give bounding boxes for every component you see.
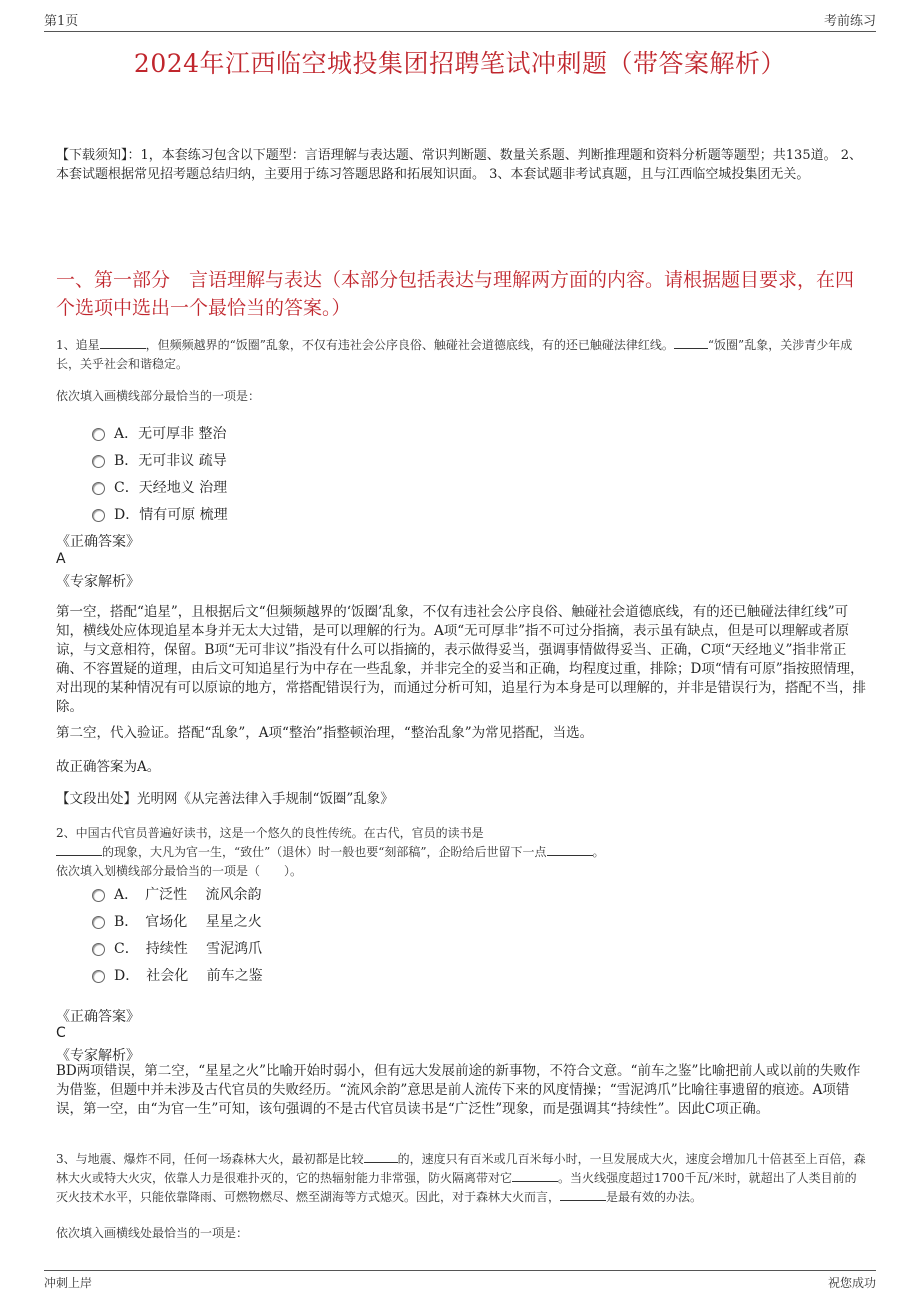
- q2-answer-label: 《正确答案》: [56, 1009, 140, 1025]
- radio-icon[interactable]: [92, 455, 105, 468]
- header-divider: [44, 31, 876, 32]
- header-caption: 考前练习: [823, 14, 876, 29]
- q2-option-b[interactable]: [92, 911, 262, 931]
- q1-stem-part: 1、追星: [56, 338, 100, 352]
- radio-icon[interactable]: [92, 482, 105, 495]
- q2-stem-part: 2、中国古代官员普遍好读书，这是一个悠久的良性传统。在古代，官员的读书是: [56, 826, 484, 840]
- radio-icon[interactable]: [92, 428, 105, 441]
- radio-icon[interactable]: [92, 916, 105, 929]
- q1-answer: A: [56, 551, 66, 567]
- download-notice: 【下载须知】：1，本套练习包含以下题型：言语理解与表达题、常识判断题、数量关系题、判断推理题和资料分析题等题型；共135道。 2、本套试题根据常见招考题总结归纳，主要用于练习答题思路和拓展知识面。 3、本套试题非考试真题，且与江西临空城投集团无关。: [56, 148, 862, 182]
- footer-left-caption: 冲刺上岸: [44, 1276, 93, 1290]
- q2-analysis: BD两项错误，第二空，“星星之火”比喻开始时弱小，但有远大发展前途的新事物，不符合文意。“前车之鉴”比喻把前人或以前的失败作为借鉴，但题中并未涉及古代官员的失败经历。“流风余韵”意思是前人流传下来的风度情操；“雪泥鸿爪”比喻往事遗留的痕迹。A项错误，第一空，由“为官一生”可知，该句强调的不是古代官员读书是“广泛性”现象，而是强调其“持续性”。因此C项正确。: [56, 1063, 861, 1117]
- q1-stem-part: ，但频频越界的“饭圈”乱象，不仅有违社会公序良俗、触碰社会道德底线，有的还已触碰法律红线。: [145, 338, 674, 352]
- q1-analysis-label: 《专家解析》: [56, 574, 140, 590]
- option-label: C．天经地义 治理: [114, 480, 228, 496]
- question-2-stem: [56, 824, 866, 862]
- q2-analysis-label: 《专家解析》: [56, 1048, 140, 1064]
- section-heading: 一、第一部分 言语理解与表达（本部分包括表达与理解两方面的内容。请根据题目要求，在四个选项中选出一个最恰当的答案。）: [56, 269, 855, 319]
- q1-answer-label: 《正确答案》: [56, 534, 140, 550]
- q2-stem-part: 。: [592, 845, 605, 859]
- radio-icon[interactable]: [92, 943, 105, 956]
- q3-stem-part: 的，速度只有百米或几百米每小时，一旦发展成大火，速度会增加几十倍甚至上百倍，森林大火或特大火灾，依靠人力是很难扑灭的，它的热辐射能力非常强，防火隔离带对它: [56, 1152, 866, 1185]
- question-1-prompt: 依次填入画横线部分最恰当的一项是：: [56, 389, 261, 403]
- q1-stem-part: “饭圈”乱象，关涉青少年成长，关乎社会和谐稳定。: [56, 338, 853, 371]
- q2-option-a[interactable]: [92, 884, 262, 904]
- option-label: B．无可非议 疏导: [114, 453, 227, 469]
- q3-stem-part: 。当火线强度超过1700千瓦/米时，就超出了人类目前的灭火技术水平，只能依靠降雨、可燃物燃尽、燃至湖海等方式熄灭。因此，对于森林大火而言，: [56, 1171, 857, 1204]
- fill-blank: [547, 843, 593, 856]
- radio-icon[interactable]: [92, 509, 105, 522]
- option-label: D． 社会化 前车之鉴: [114, 968, 263, 984]
- option-label: D．情有可原 梳理: [114, 507, 228, 523]
- q2-option-c[interactable]: [92, 938, 262, 958]
- question-3-stem: [56, 1150, 866, 1207]
- q1-option-b[interactable]: [92, 450, 227, 470]
- footer-right-caption: 祝您成功: [827, 1276, 876, 1290]
- fill-blank: [560, 1188, 606, 1201]
- page-footer: [44, 1274, 876, 1292]
- q1-option-a[interactable]: [92, 423, 227, 443]
- q1-analysis-2: 第二空，代入验证。搭配“乱象”，A项“整治”指整顿治理，“整治乱象”为常见搭配，当选。: [56, 725, 594, 741]
- option-label: B． 官场化 星星之火: [114, 914, 262, 930]
- q1-option-c[interactable]: [92, 477, 227, 497]
- q2-option-d[interactable]: [92, 965, 263, 985]
- footer-divider: [44, 1270, 876, 1271]
- q1-analysis-1: 第一空，搭配“追星”，且根据后文“但频频越界的‘饭圈’乱象，不仅有违社会公序良俗、触碰社会道德底线，有的还已触碰法律红线”可知，横线处应体现追星本身并无太大过错，是可以理解的行为。A项“无可厚非”指不可过分指摘，表示虽有缺点，但是可以理解或者原谅，与文意相符，保留。B项“无可非议”指没有什么可以指摘的，表示做得妥当，强调事情做得妥当、正确，C项“天经地义”指非常正确、不容置疑的道理，由后文可知追星行为中存在一些乱象，并非完全的妥当和正确，均程度过重，排除；D项“情有可原”指按照情理，对出现的某种情况有可以原谅的地方，常搭配错误行为，而通过分析可知，追星行为本身是可以理解的，并非是错误行为，搭配不当，排除。: [56, 604, 866, 715]
- q3-stem-part: 是最有效的办法。: [606, 1190, 703, 1204]
- q1-analysis-3: 故正确答案为A。: [56, 759, 161, 775]
- q2-stem-part: 的现象，大凡为官一生，“致仕”（退休）时一般也要“刻部稿”，企盼给后世留下一点: [102, 845, 547, 859]
- radio-icon[interactable]: [92, 889, 105, 902]
- document-title: 2024年江西临空城投集团招聘笔试冲刺题（带答案解析）: [133, 49, 787, 78]
- q3-stem-part: 3、与地震、爆炸不同，任何一场森林大火，最初都是比较: [56, 1152, 364, 1166]
- page-number: 第1页: [44, 14, 79, 29]
- q1-option-d[interactable]: [92, 504, 228, 524]
- option-label: A． 广泛性 流风余韵: [114, 887, 262, 903]
- q2-answer: C: [56, 1025, 66, 1041]
- question-1-stem: [56, 336, 866, 374]
- question-3-prompt: 依次填入画横线处最恰当的一项是：: [56, 1226, 249, 1240]
- fill-blank: [674, 336, 708, 349]
- question-2-prompt: 依次填入划横线部分最恰当的一项是（ ）。: [56, 864, 303, 878]
- fill-blank: [512, 1169, 558, 1182]
- q1-source: 【文段出处】光明网《从完善法律入手规制“饭圈”乱象》: [56, 791, 394, 807]
- radio-icon[interactable]: [92, 970, 105, 983]
- fill-blank: [100, 336, 146, 349]
- fill-blank: [364, 1150, 398, 1163]
- option-label: A．无可厚非 整治: [114, 426, 227, 442]
- fill-blank: [56, 843, 102, 856]
- page-header: [44, 10, 876, 30]
- option-label: C． 持续性 雪泥鸿爪: [114, 941, 263, 957]
